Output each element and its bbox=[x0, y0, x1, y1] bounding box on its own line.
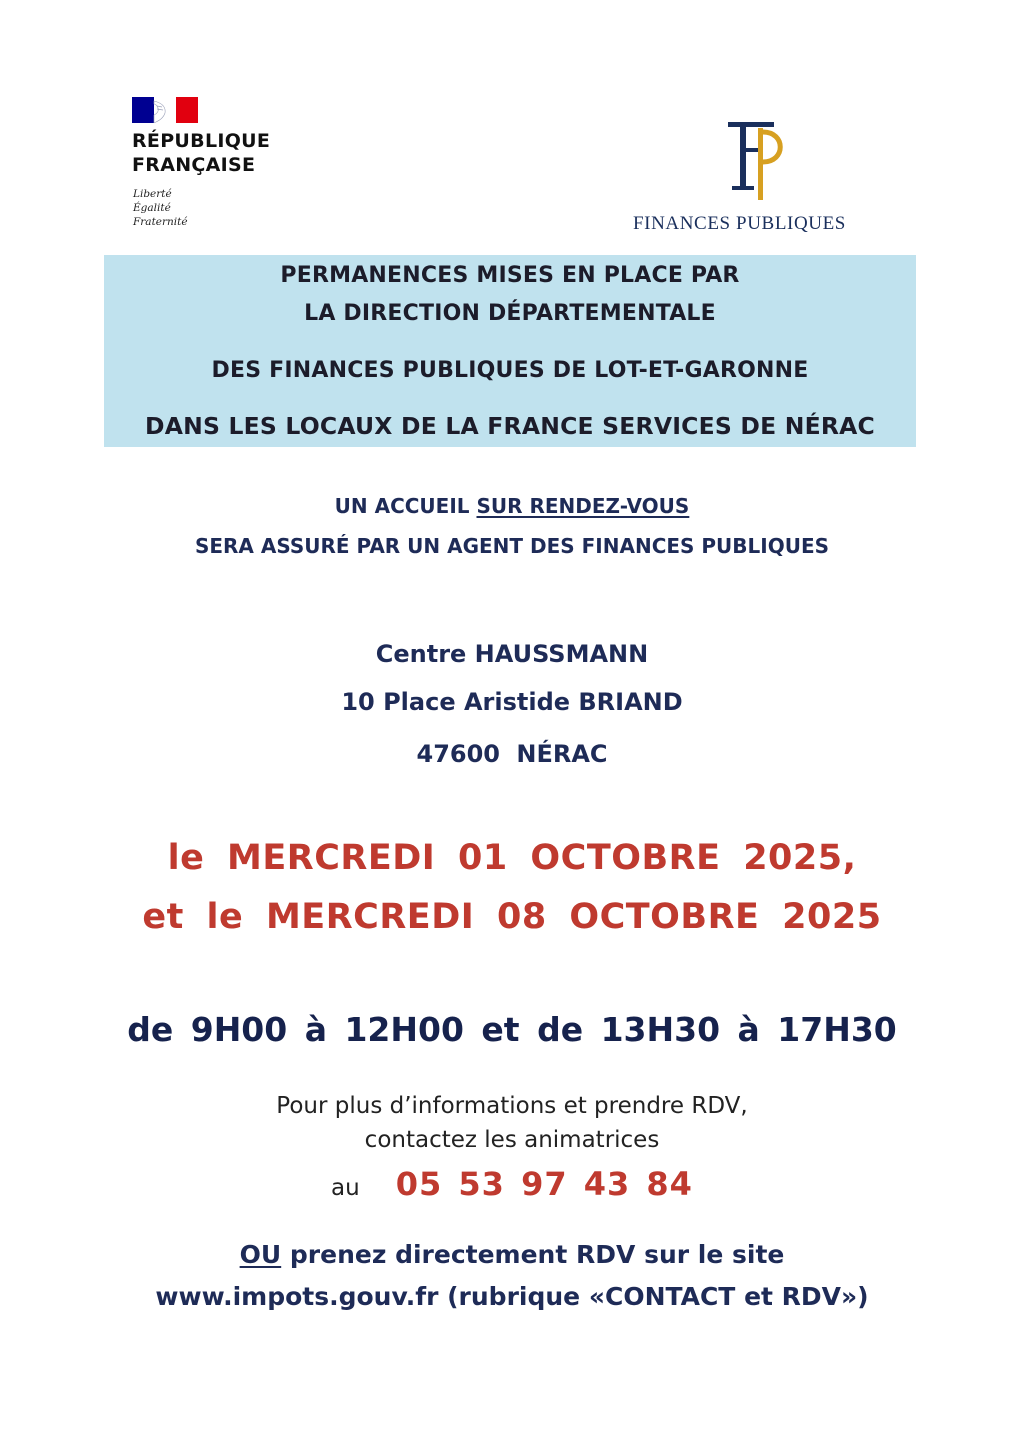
date-line-1: le MERCREDI 01 OCTOBRE 2025, bbox=[167, 838, 857, 878]
motto-fraternite: Fraternité bbox=[133, 216, 188, 228]
header-line-3: DES FINANCES PUBLIQUES DE LOT-ET-GARONNE bbox=[211, 358, 809, 383]
republique-francaise-logo bbox=[132, 97, 332, 247]
contact-line-2: contactez les animatrices bbox=[364, 1127, 660, 1153]
date-line-2: et le MERCREDI 08 OCTOBRE 2025 bbox=[142, 897, 882, 937]
contact-phone-line bbox=[0, 1165, 1024, 1203]
finances-publiques-emblem-icon bbox=[720, 118, 788, 202]
header-line-1: PERMANENCES MISES EN PLACE PAR bbox=[280, 263, 740, 288]
contact-au-label: au bbox=[331, 1175, 360, 1201]
finances-publiques-label: FINANCES PUBLIQUES bbox=[633, 213, 846, 234]
address-line-3: 47600 NÉRAC bbox=[416, 740, 608, 768]
reception-appointment-emphasis: SUR RENDEZ-VOUS bbox=[476, 494, 690, 518]
republique-francaise-name bbox=[132, 129, 270, 177]
reception-line-1 bbox=[0, 494, 1024, 518]
header-banner bbox=[104, 255, 916, 447]
finances-publiques-logo bbox=[620, 118, 920, 248]
address-line-2: 10 Place Aristide BRIAND bbox=[341, 688, 683, 716]
republique-line: RÉPUBLIQUE bbox=[132, 130, 271, 152]
motto-liberte: Liberté bbox=[133, 188, 172, 200]
header-line-2: LA DIRECTION DÉPARTEMENTALE bbox=[304, 301, 716, 326]
header-line-4: DANS LES LOCAUX DE LA FRANCE SERVICES DE NÉRAC bbox=[145, 412, 875, 440]
reception-prefix: UN ACCUEIL bbox=[334, 494, 477, 518]
opening-hours: de 9H00 à 12H00 et de 13H30 à 17H30 bbox=[127, 1010, 897, 1049]
motto-egalite: Égalité bbox=[133, 202, 171, 214]
reception-line-2: SERA ASSURÉ PAR UN AGENT DES FINANCES PUBLIQUES bbox=[194, 534, 830, 558]
marianne-flag-icon bbox=[132, 97, 198, 123]
online-line-1-rest: prenez directement RDV sur le site bbox=[281, 1240, 785, 1269]
republique-motto bbox=[133, 187, 188, 229]
contact-line-1: Pour plus d’informations et prendre RDV, bbox=[276, 1093, 748, 1119]
address-line-1: Centre HAUSSMANN bbox=[375, 640, 649, 668]
online-ou-emphasis: OU bbox=[239, 1240, 282, 1269]
phone-number[interactable]: 05 53 97 43 84 bbox=[395, 1165, 693, 1203]
website-link[interactable]: www.impots.gouv.fr (rubrique «CONTACT et RDV») bbox=[155, 1282, 869, 1311]
online-line-1 bbox=[0, 1240, 1024, 1269]
francaise-line: FRANÇAISE bbox=[132, 154, 256, 176]
